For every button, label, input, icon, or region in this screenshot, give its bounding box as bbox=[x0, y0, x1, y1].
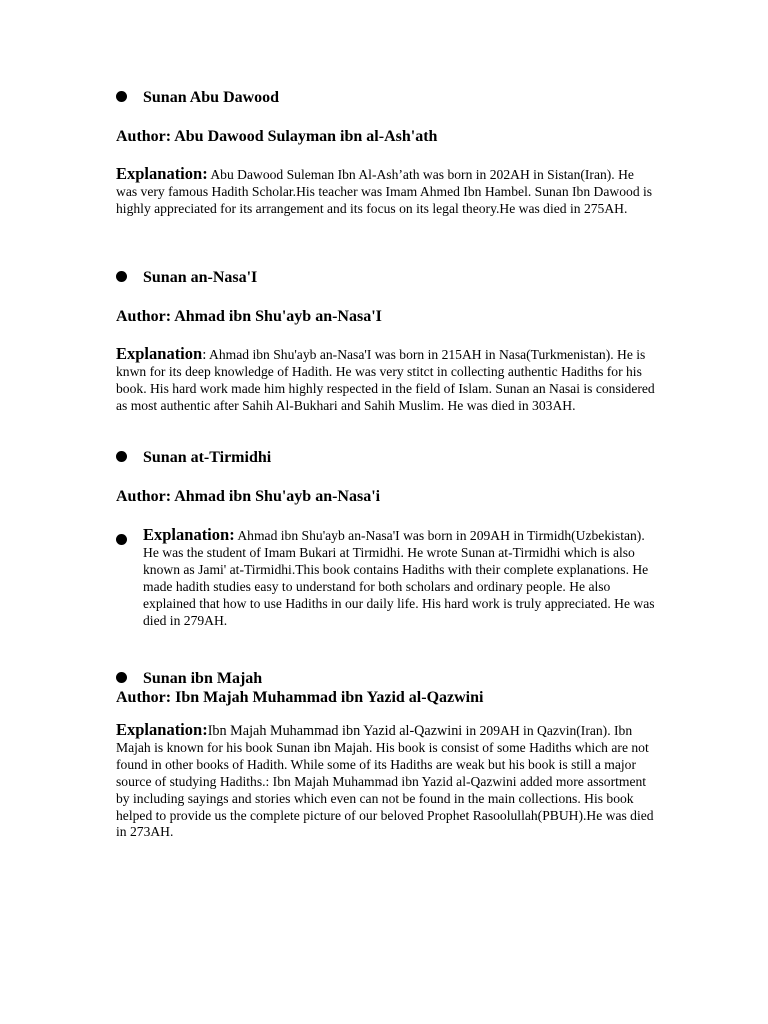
author-line: Author: Ahmad ibn Shu'ayb an-Nasa'I bbox=[116, 308, 382, 325]
explanation-text: Ahmad ibn Shu'ayb an-Nasa'I was born in 209AH in Tirmidh(Uzbekistan). He was the student of Imam Bukari at Tirmidhi. He wrote Sunan at-Tirmidhi which is also known as Jami' at-Tirmidhi.This book contains Hadiths with their complete explanations. He made hadith studies easy to understand for both scholars and ordinary people. He also explained that how to use Hadiths in our daily life. His hard work is truly appreciated. He was died in 279AH. bbox=[143, 528, 655, 628]
explanation-paragraph bbox=[143, 527, 656, 629]
bullet-icon bbox=[116, 91, 127, 102]
section-title: Sunan ibn Majah bbox=[143, 670, 263, 687]
section-title: Sunan an-Nasa'I bbox=[143, 269, 258, 286]
bullet-icon bbox=[116, 451, 127, 462]
section-heading-ibn-majah bbox=[116, 669, 262, 689]
explanation-paragraph bbox=[116, 166, 656, 218]
explanation-text: Ahmad ibn Shu'ayb an-Nasa'I was born in 215AH in Nasa(Turkmenistan). He is knwn for its deep knowledge of Hadith. He was very stitct in collecting authentic Hadiths for his book. His hard work made him highly respected in the field of Islam. Sunan an Nasai is considered as most authentic after Sahih Al-Bukhari and Sahih Muslim. He was died in 303AH. bbox=[116, 347, 655, 413]
section-heading-abu-dawood bbox=[116, 88, 279, 108]
explanation-text: in 209AH in Qazvin(Iran). Ibn Majah is known for his book Sunan ibn Majah. His book is consist of some Hadiths which are not found in other books of Hadith. While some of its Hadiths are weak but his book is still a major source of studying Hadiths.: Ibn Majah Muhammad ibn Yazid al-Qazwini added more assortment by including sayings and stories which even can not be found in the main collections. His book helped to provide us the complete picture of our beloved Prophet Rasoolullah(PBUH).He was died in 273AH. bbox=[116, 723, 654, 840]
bullet-icon bbox=[116, 672, 127, 683]
section-heading-tirmidhi bbox=[116, 448, 271, 468]
explanation-label: Explanation: bbox=[116, 720, 208, 739]
bullet-icon bbox=[116, 271, 127, 282]
author-line: Author: Abu Dawood Sulayman ibn al-Ash'ath bbox=[116, 128, 438, 145]
author-line: Author: Ibn Majah Muhammad ibn Yazid al-Qazwini bbox=[116, 689, 484, 706]
explanation-label: Explanation: bbox=[143, 525, 235, 544]
section-title: Sunan at-Tirmidhi bbox=[143, 449, 272, 466]
explanation-name: Ibn Majah Muhammad ibn Yazid al-Qazwini bbox=[207, 723, 463, 739]
bullet-icon bbox=[116, 534, 127, 545]
explanation-bullet-item bbox=[116, 527, 656, 629]
author-line: Author: Ahmad ibn Shu'ayb an-Nasa'i bbox=[116, 488, 381, 505]
explanation-colon: : bbox=[202, 347, 207, 363]
explanation-paragraph bbox=[116, 346, 656, 415]
explanation-text: Abu Dawood Suleman Ibn Al-Ash’ath was born in 202AH in Sistan(Iran). He was very famous Hadith Scholar.His teacher was Imam Ahmed Ibn Hambel. Sunan Ibn Dawood is highly appreciated for its arrangement and its focus on its legal theory.He was died in 275AH. bbox=[116, 167, 653, 216]
explanation-paragraph bbox=[116, 722, 656, 841]
section-title: Sunan Abu Dawood bbox=[143, 89, 280, 106]
explanation-label: Explanation bbox=[116, 344, 203, 363]
section-heading-nasai bbox=[116, 268, 257, 288]
explanation-label: Explanation: bbox=[116, 164, 208, 183]
